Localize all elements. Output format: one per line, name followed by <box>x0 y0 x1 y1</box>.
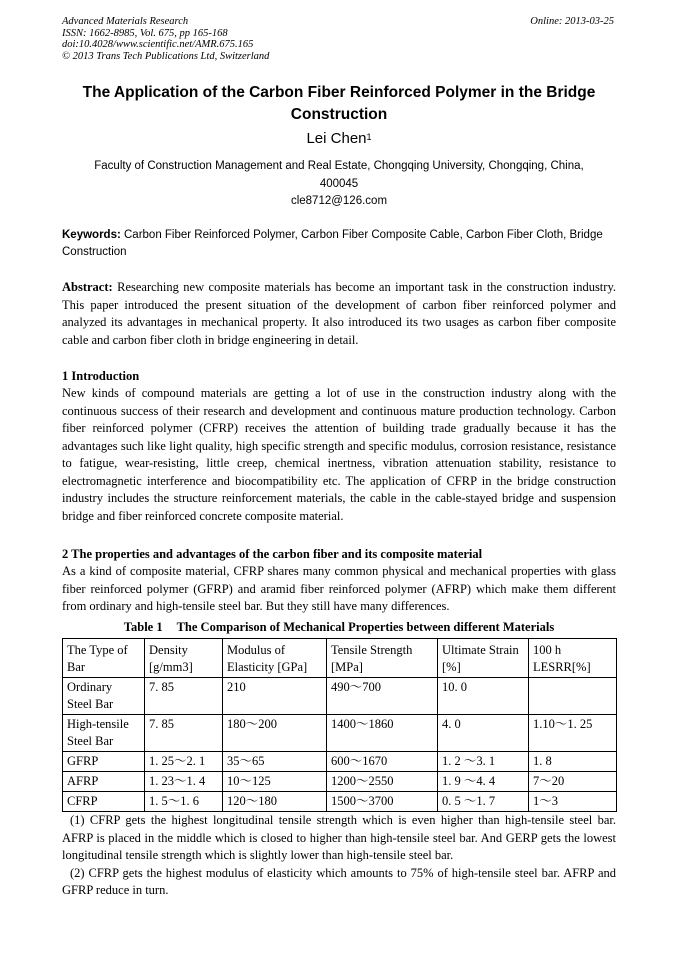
table-cell: Ordinary Steel Bar <box>63 678 145 715</box>
online-date: Online: 2013-03-25 <box>530 16 614 27</box>
table-cell: 35～65 <box>223 752 327 772</box>
table-header-cell: Tensile Strength [MPa] <box>327 639 438 678</box>
table-notes <box>62 812 616 900</box>
table-cell: 1. 23～1. 4 <box>145 772 223 792</box>
doi-line: doi:10.4028/www.scientific.net/AMR.675.165 <box>62 39 254 50</box>
issn-line: ISSN: 1662-8985, Vol. 675, pp 165-168 <box>62 27 228 39</box>
keywords <box>62 227 616 261</box>
section-2-heading: 2 The properties and advantages of the carbon fiber and its composite material <box>62 547 483 561</box>
paper-title: The Application of the Carbon Fiber Reinforced Polymer in the Bridge Construction <box>82 84 596 123</box>
table-caption-text: The Comparison of Mechanical Properties between different Materials <box>176 620 555 634</box>
note-paragraph: (2) CFRP gets the highest modulus of elasticity which amounts to 75% of high-tensile steel bar. AFRP and GFRP reduce in turn. <box>62 865 616 897</box>
affiliation-mark: 1 <box>366 132 372 142</box>
author-name: Lei Chen <box>306 130 367 147</box>
table-cell: 4. 0 <box>438 715 529 752</box>
table-cell: 1. 25～2. 1 <box>145 752 223 772</box>
journal-name: Advanced Materials Research <box>62 16 189 27</box>
table-row <box>63 752 617 772</box>
affiliation-line-1: Faculty of Construction Management and Real Estate, Chongqing University, Chongqing, China, <box>94 160 584 172</box>
table-cell: 1～3 <box>529 792 617 812</box>
table-caption <box>62 618 616 636</box>
table-row <box>63 715 617 752</box>
abstract-text: Researching new composite materials has become an important task in the construction industry. This paper introduced the present situation of the development of carbon fiber reinforced polymer and analyzed its advantages in mechanical property. It also introduced its two usages as carbon fiber composite cable and carbon fiber cloth in bridge engineering in detail. <box>62 280 617 347</box>
table-header-cell: Ultimate Strain [%] <box>438 639 529 678</box>
table-header-row <box>63 639 617 678</box>
table-cell: 210 <box>223 678 327 715</box>
table-cell: 7～20 <box>529 772 617 792</box>
journal-header <box>62 16 269 62</box>
table-caption-number: Table 1 <box>123 620 163 634</box>
keywords-label: Keywords: <box>62 229 121 241</box>
author-line <box>62 129 616 149</box>
table-cell: GFRP <box>63 752 145 772</box>
table-cell: 1500～3700 <box>327 792 438 812</box>
table-header-cell: Modulus of Elasticity [GPa] <box>223 639 327 678</box>
note-paragraph: (1) CFRP gets the highest longitudinal tensile strength which is even higher than high-tensile steel bar. AFRP is placed in the middle which is closed to higher than high-tensile steel bar. And GERP gets the lowest longitudinal tensile strength which is slightly lower than high-tensile steel bar. <box>62 813 616 862</box>
section-1-heading: 1 Introduction <box>62 369 140 383</box>
author-email[interactable]: cle8712@126.com <box>290 195 388 207</box>
section-1-body: New kinds of compound materials are getting a lot of use in the construction industry along with the continuous success of their research and development and continuous mature production technology. Carbon fiber reinforced polymer (CFRP) receives the attention of building trade gradually because it has the advantages such like light quality, high specific strength and specific modulus, corrosion resistance, resistance to fatigue, wear-resisting, little creep, chemical inertness, vibration attenuation stability, resistance to electromagnetic interference and biocompatibility etc. The application of CFRP in the bridge construction industry includes the structure reinforcement materials, the cable in the cable-stayed bridge and suspension bridge and fiber reinforced concrete composite material. <box>62 386 616 523</box>
table-cell: 1. 9 ～4. 4 <box>438 772 529 792</box>
affiliation <box>62 158 616 211</box>
table-cell: 180～200 <box>223 715 327 752</box>
table-row <box>63 678 617 715</box>
properties-table <box>62 638 617 812</box>
table-cell: 10～125 <box>223 772 327 792</box>
keywords-text: Carbon Fiber Reinforced Polymer, Carbon Fiber Composite Cable, Carbon Fiber Cloth, Bridge Construction <box>62 229 603 258</box>
table-cell: 1.10～1. 25 <box>529 715 617 752</box>
table-header-cell: Density [g/mm3] <box>145 639 223 678</box>
table-cell: 120～180 <box>223 792 327 812</box>
table-cell: 7. 85 <box>145 715 223 752</box>
affiliation-line-2: 400045 <box>319 177 359 190</box>
table-cell: 1. 5～1. 6 <box>145 792 223 812</box>
table-cell: 490～700 <box>327 678 438 715</box>
table-cell: 1200～2550 <box>327 772 438 792</box>
table-row <box>63 792 617 812</box>
table-cell: 7. 85 <box>145 678 223 715</box>
table-header-cell: 100 h LESRR[%] <box>529 639 617 678</box>
table-cell: 10. 0 <box>438 678 529 715</box>
table-cell: 0. 5 ～1. 7 <box>438 792 529 812</box>
table-cell <box>529 678 617 715</box>
copyright-line: © 2013 Trans Tech Publications Ltd, Switzerland <box>62 50 270 62</box>
table-row <box>63 772 617 792</box>
abstract <box>62 279 616 349</box>
table-cell: AFRP <box>63 772 145 792</box>
section-2-body: As a kind of composite material, CFRP shares many common physical and mechanical properties with glass fiber reinforced polymer (GFRP) and aramid fiber reinforced polymer (AFRP) which make them different from ordinary and high-tensile steel bar. But they still have many differences. <box>62 564 616 613</box>
table-cell: 1. 8 <box>529 752 617 772</box>
table-cell: CFRP <box>63 792 145 812</box>
table-cell: High-tensile Steel Bar <box>63 715 145 752</box>
table-cell: 1400～1860 <box>327 715 438 752</box>
abstract-label: Abstract: <box>62 280 113 294</box>
table-cell: 1. 2 ～3. 1 <box>438 752 529 772</box>
table-cell: 600～1670 <box>327 752 438 772</box>
table-header-cell: The Type of Bar <box>63 639 145 678</box>
